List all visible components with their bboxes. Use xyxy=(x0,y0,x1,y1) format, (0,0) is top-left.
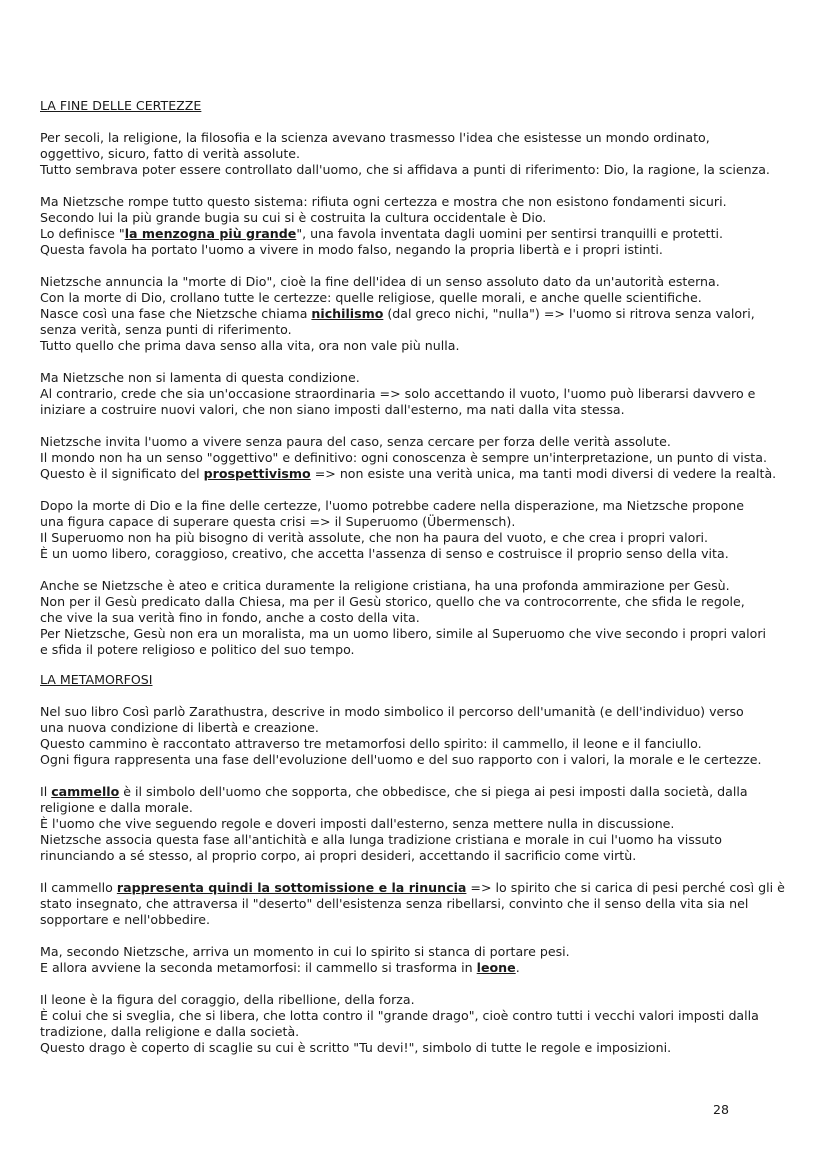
paragraph-6 xyxy=(40,498,790,562)
text-line xyxy=(40,306,790,322)
text-line: Questo cammino è raccontato attraverso tre metamorfosi dello spirito: il cammello, il leone e il fanciullo. xyxy=(40,736,702,751)
section-heading-fine-certezze: LA FINE DELLE CERTEZZE xyxy=(40,98,202,113)
text-run: è il simbolo dell'uomo che sopporta, che obbedisce, che si piega ai pesi imposti dalla società, dalla xyxy=(119,784,748,799)
paragraph-1 xyxy=(40,130,790,178)
text-line xyxy=(40,960,790,976)
emphasis-menzogna: la menzogna più grande xyxy=(124,226,297,241)
text-run: ", una favola inventata dagli uomini per sentirsi tranquilli e protetti. xyxy=(296,226,724,241)
paragraph-4 xyxy=(40,370,790,418)
text-line: sopportare e nell'obbedire. xyxy=(40,912,210,927)
text-line: È l'uomo che vive seguendo regole e doveri imposti dall'esterno, senza mettere nulla in discussione. xyxy=(40,816,675,831)
text-run: Il cammello xyxy=(40,880,117,895)
document-page xyxy=(40,98,790,1072)
paragraph-7 xyxy=(40,578,790,658)
page-number: 28 xyxy=(713,1102,730,1117)
text-line: Ma Nietzsche rompe tutto questo sistema: rifiuta ogni certezza e mostra che non esistono fondamenti sicuri. xyxy=(40,194,727,209)
section-heading-metamorfosi: LA METAMORFOSI xyxy=(40,672,153,687)
text-line xyxy=(40,784,790,800)
text-line: Ma, secondo Nietzsche, arriva un momento in cui lo spirito si stanca di portare pesi. xyxy=(40,944,570,959)
text-line: Tutto quello che prima dava senso alla vita, ora non vale più nulla. xyxy=(40,338,460,353)
text-line: Nel suo libro Così parlò Zarathustra, descrive in modo simbolico il percorso dell'umanità (e dell'individuo) verso xyxy=(40,704,744,719)
text-run: E allora avviene la seconda metamorfosi: il cammello si trasforma in xyxy=(40,960,477,975)
text-line: oggettivo, sicuro, fatto di verità assolute. xyxy=(40,146,301,161)
paragraph-12 xyxy=(40,992,790,1056)
text-run: => lo spirito che si carica di pesi perché così gli è xyxy=(466,880,785,895)
text-line: senza verità, senza punti di riferimento. xyxy=(40,322,292,337)
text-line: Nietzsche invita l'uomo a vivere senza paura del caso, senza cercare per forza delle verità assolute. xyxy=(40,434,671,449)
text-line: Tutto sembrava poter essere controllato dall'uomo, che si affidava a punti di riferimento: Dio, la ragione, la scienza. xyxy=(40,162,770,177)
text-line: Anche se Nietzsche è ateo e critica duramente la religione cristiana, ha una profonda ammirazione per Gesù. xyxy=(40,578,730,593)
text-run: Lo definisce " xyxy=(40,226,125,241)
text-line: Questa favola ha portato l'uomo a vivere in modo falso, negando la propria libertà e i propri istinti. xyxy=(40,242,663,257)
text-line: una nuova condizione di libertà e creazione. xyxy=(40,720,319,735)
emphasis-nichilismo: nichilismo xyxy=(311,306,384,321)
text-line: una figura capace di superare questa crisi => il Superuomo (Übermensch). xyxy=(40,514,516,529)
text-line: Secondo lui la più grande bugia su cui si è costruita la cultura occidentale è Dio. xyxy=(40,210,547,225)
text-line xyxy=(40,226,790,242)
text-line: e sfida il potere religioso e politico del suo tempo. xyxy=(40,642,355,657)
text-line: stato insegnato, che attraversa il "deserto" dell'esistenza senza ribellarsi, convinto che il senso della vita sia nel xyxy=(40,896,749,911)
emphasis-leone: leone xyxy=(476,960,516,975)
emphasis-prospettivismo: prospettivismo xyxy=(203,466,311,481)
text-line: Per Nietzsche, Gesù non era un moralista, ma un uomo libero, simile al Superuomo che vive secondo i propri valori xyxy=(40,626,767,641)
paragraph-8 xyxy=(40,704,790,768)
text-line: Ogni figura rappresenta una fase dell'evoluzione dell'uomo e del suo rapporto con i valori, la morale e le certezze. xyxy=(40,752,762,767)
text-line: Nietzsche associa questa fase all'antichità e alla lunga tradizione cristiana e morale in cui l'uomo ha vissuto xyxy=(40,832,722,847)
text-line: Per secoli, la religione, la filosofia e la scienza avevano trasmesso l'idea che esistesse un mondo ordinato, xyxy=(40,130,710,145)
emphasis-cammello: cammello xyxy=(51,784,120,799)
text-run: Nasce così una fase che Nietzsche chiama xyxy=(40,306,312,321)
text-run: => non esiste una verità unica, ma tanti modi diversi di vedere la realtà. xyxy=(310,466,777,481)
text-run: Il xyxy=(40,784,52,799)
text-line: Il leone è la figura del coraggio, della ribellione, della forza. xyxy=(40,992,415,1007)
text-run: (dal greco nichi, "nulla") => l'uomo si ritrova senza valori, xyxy=(383,306,755,321)
text-line: Ma Nietzsche non si lamenta di questa condizione. xyxy=(40,370,360,385)
paragraph-9 xyxy=(40,784,790,864)
text-run: . xyxy=(515,960,520,975)
emphasis-sottomissione: rappresenta quindi la sottomissione e la rinuncia xyxy=(116,880,467,895)
text-line: Non per il Gesù predicato dalla Chiesa, ma per il Gesù storico, quello che va controcorrente, che sfida le regole, xyxy=(40,594,745,609)
text-line xyxy=(40,880,790,896)
text-line: Il Superuomo non ha più bisogno di verità assolute, che non ha paura del vuoto, e che crea i propri valori. xyxy=(40,530,709,545)
paragraph-10 xyxy=(40,880,790,928)
paragraph-11 xyxy=(40,944,790,976)
paragraph-3 xyxy=(40,274,790,354)
text-line: Al contrario, crede che sia un'occasione straordinaria => solo accettando il vuoto, l'uomo può liberarsi davvero e xyxy=(40,386,756,401)
text-line: Con la morte di Dio, crollano tutte le certezze: quelle religiose, quelle morali, e anche quelle scientifiche. xyxy=(40,290,702,305)
paragraph-2 xyxy=(40,194,790,258)
text-line: religione e dalla morale. xyxy=(40,800,193,815)
paragraph-5 xyxy=(40,434,790,482)
text-line: Questo drago è coperto di scaglie su cui è scritto "Tu devi!", simbolo di tutte le regole e imposizioni. xyxy=(40,1040,672,1055)
text-line: È un uomo libero, coraggioso, creativo, che accetta l'assenza di senso e costruisce il proprio senso della vita. xyxy=(40,546,729,561)
text-line: Il mondo non ha un senso "oggettivo" e definitivo: ogni conoscenza è sempre un'interpretazione, un punto di vista. xyxy=(40,450,767,465)
text-line: È colui che si sveglia, che si libera, che lotta contro il "grande drago", cioè contro tutti i vecchi valori imposti dalla xyxy=(40,1008,759,1023)
text-line: rinunciando a sé stesso, al proprio corpo, ai propri desideri, accettando il sacrificio come virtù. xyxy=(40,848,637,863)
text-run: Questo è il significato del xyxy=(40,466,204,481)
text-line: iniziare a costruire nuovi valori, che non siano imposti dall'esterno, ma nati dalla vita stessa. xyxy=(40,402,625,417)
text-line xyxy=(40,466,790,482)
text-line: Nietzsche annuncia la "morte di Dio", cioè la fine dell'idea di un senso assoluto dato da un'autorità esterna. xyxy=(40,274,720,289)
text-line: Dopo la morte di Dio e la fine delle certezze, l'uomo potrebbe cadere nella disperazione, ma Nietzsche propone xyxy=(40,498,745,513)
text-line: tradizione, dalla religione e dalla società. xyxy=(40,1024,300,1039)
text-line: che vive la sua verità fino in fondo, anche a costo della vita. xyxy=(40,610,420,625)
